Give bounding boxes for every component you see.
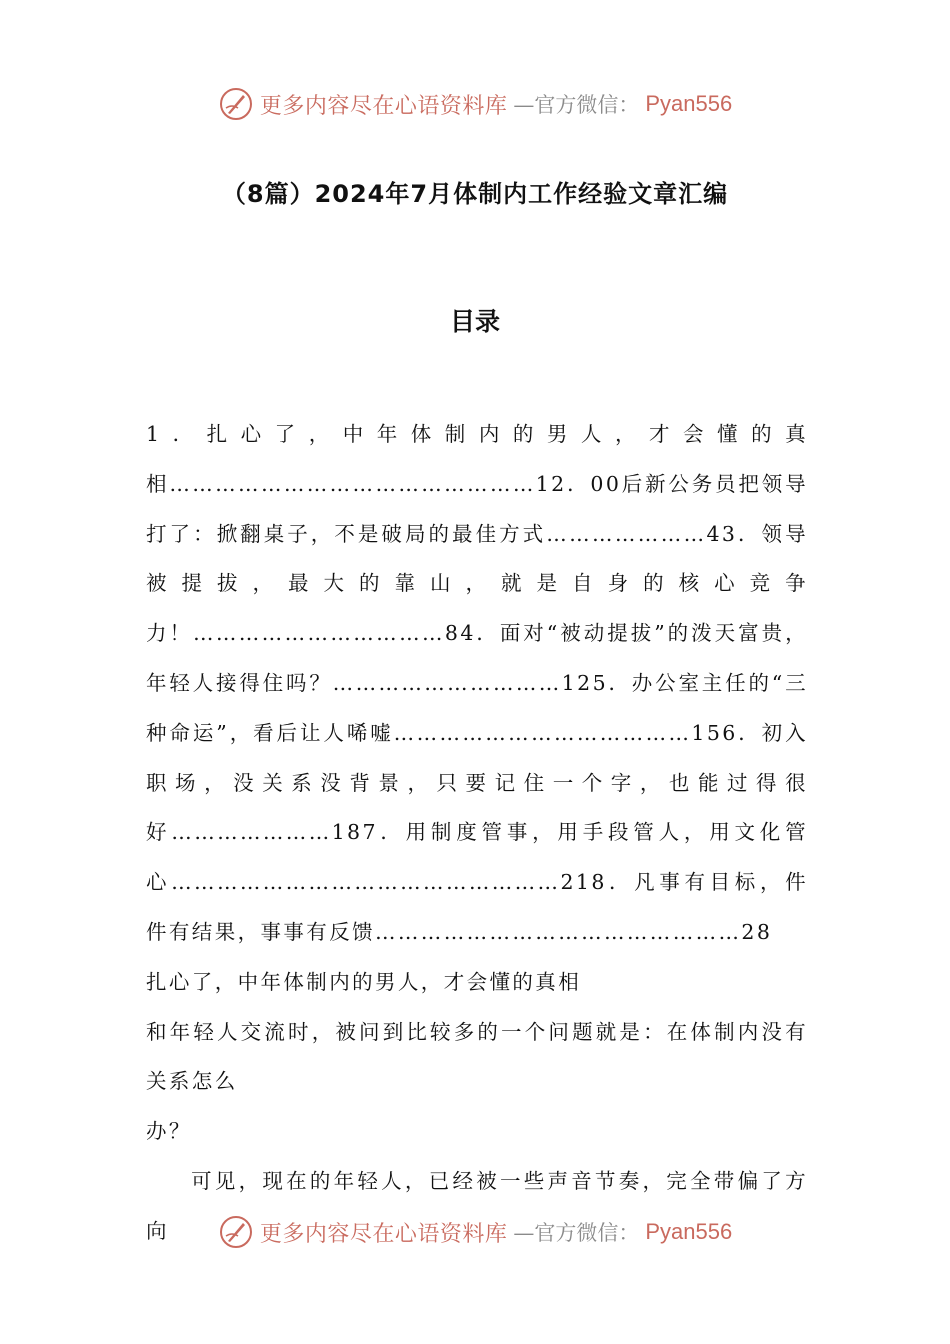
document-title: （8篇）2024年7月体制内工作经验文章汇编 <box>221 180 729 208</box>
document-body <box>146 410 808 1257</box>
header-banner <box>0 84 950 124</box>
quill-logo-icon <box>218 1214 254 1250</box>
paragraph-1: 和年轻人交流时，被问到比较多的一个问题就是：在体制内没有关系怎么 <box>146 1019 808 1094</box>
banner-official-label: —官方微信： <box>513 93 640 117</box>
article-title: 扎心了，中年体制内的男人，才会懂的真相 <box>146 969 582 994</box>
banner-official-label: —官方微信： <box>513 1221 640 1245</box>
paragraph-2: 可见，现在的年轻人，已经被一些声音节奏，完全带偏了方向 <box>146 1168 808 1243</box>
banner-brand-text: 更多内容尽在心语资料库 <box>259 1221 508 1247</box>
quill-logo-icon <box>218 86 254 122</box>
banner-brand-text: 更多内容尽在心语资料库 <box>259 93 508 119</box>
banner-wechat-id: Pyan556 <box>645 91 733 116</box>
banner-wechat-id: Pyan556 <box>645 1219 733 1244</box>
paragraph-1-continued: 办？ <box>146 1119 192 1144</box>
toc-heading: 目录 <box>449 307 500 336</box>
table-of-contents: 1．扎心了，中年体制内的男人，才会懂的真相…………………………………………12．00后新公务员把领导打了：掀翻桌子，不是破局的最佳方式…………………43．领导被提拔，最大的靠山，就是自身的核心竞争力！……………………………84．面对“被动提拔”的泼天富贵，年轻人接得住吗？…………………………125．办公室主任的“三种命运”，看后让人唏嘘…………………………………156．初入职场，没关系没背景，只要记住一个字，也能过得很好…………………187．用制度管事，用手段管人，用文化管心……………………………………………218．凡事有目标，件件有结果，事事有反馈…………………………………………28 <box>146 422 808 944</box>
footer-banner <box>0 1212 950 1252</box>
